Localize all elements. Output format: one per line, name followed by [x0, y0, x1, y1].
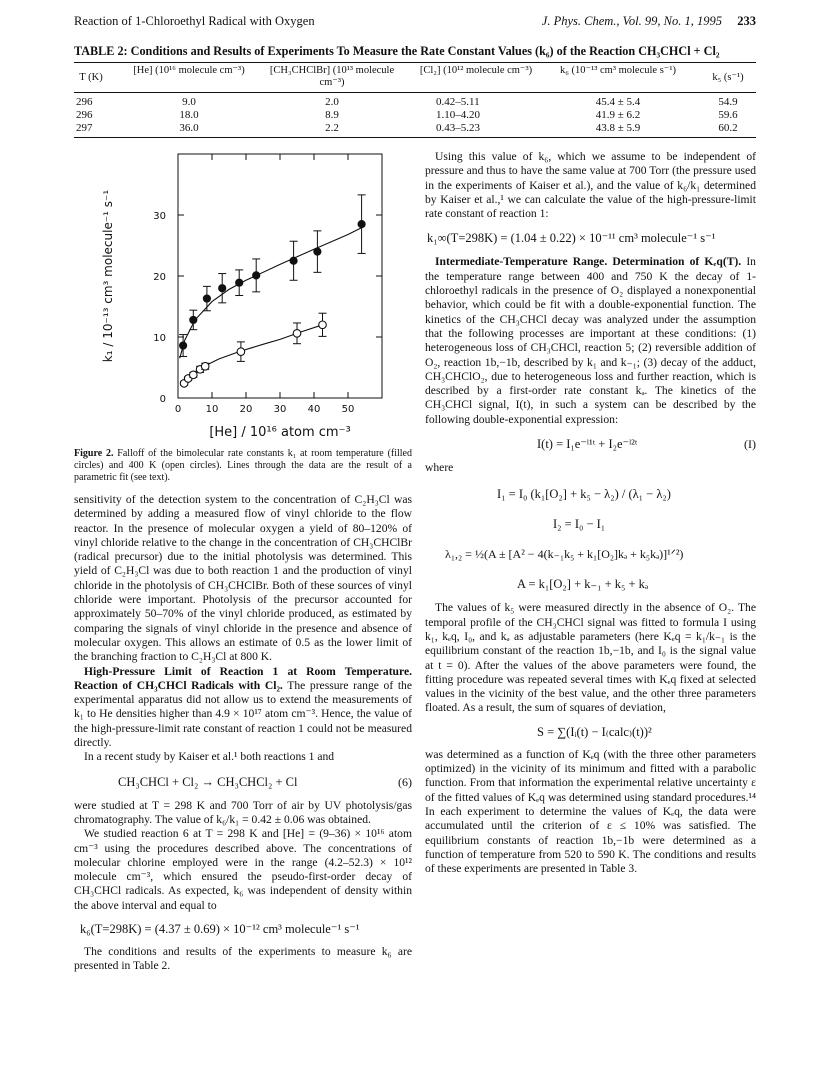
page-number: 233 [737, 14, 756, 28]
table-bottom-rule [74, 137, 756, 138]
data-point-filled [358, 221, 365, 228]
plot-frame [178, 154, 382, 398]
right-paragraph-4: was determined as a function of Kₑq (with the three other parameters optimized) in the vicinity of its minimum and fitted with a parabolic function. From that information the experimental relative uncertainty ε of the fitted values of Kₑq was determined using standard procedures.¹⁴ In each experiment to determine the values of Kₑq, the data were accumulated until the criterion of ε ≤ 10% was satisfied. The equilibrium constants of reaction 1b,−1b were determined as a function of temperature from 520 to 590 K. The conditions and results of these experiments are presented in Table 3. [425, 747, 756, 876]
figure-caption-text: Falloff of the bimolecular rate constants k₁ at room temperature (filled circles) and 400 K (open circles). Lines through the data are the result of a parametric fit (see text). [74, 448, 412, 483]
data-point-open [293, 330, 301, 338]
x-axis-label: [He] / 10¹⁶ atom cm⁻³ [209, 425, 351, 440]
table-cell: 59.6 [718, 109, 738, 121]
equation-I-number: (I) [744, 437, 756, 452]
data-point-open [190, 371, 198, 379]
equation-6: CH₃CHCl + Cl₂ → CH₃CHCl₂ + Cl [118, 774, 298, 789]
left-paragraph-2-body: The pressure range of the experimental apparatus did not allow us to extend the measurements of k₁ to He densities higher than 4.9 × 10¹⁷ atom cm⁻³. Hence, the value of the high-pressure-limit rate constant of reaction 1 could not be measured directly. [74, 678, 412, 750]
where-label: where [425, 461, 454, 475]
table-cell: 2.0 [325, 96, 339, 108]
equation-S: S = ∑(Iᵢ(t) − I₍calc₎(t))² [537, 724, 652, 739]
figure-2-chart [74, 146, 414, 444]
equation-lambda-row [425, 539, 756, 571]
x-tick-label: 50 [341, 404, 355, 415]
equation-k6-row [74, 913, 412, 945]
table-cell: 2.2 [325, 122, 339, 134]
left-paragraph-5: We studied reaction 6 at T = 298 K and [He] = (9–36) × 10¹⁶ atom cm⁻³ using the procedures described above. The concentrations of molecular chlorine employed were in the range (4.2–52.3) × 10¹² molecule cm⁻³, which ensured the pseudo-first-order decay of CH₃CHCl radicals. As expected, k₆ was independent of density within the above interval and equal to [74, 827, 412, 912]
fit-line-series-1 [180, 226, 365, 358]
data-point-filled [219, 285, 226, 292]
left-column [74, 493, 412, 974]
data-point-filled [236, 279, 243, 286]
table-header-precursor: [CH₃CHClBr] (10¹³ molecule cm⁻³) [269, 65, 395, 88]
equation-I-row [425, 427, 756, 461]
table-cell: 60.2 [718, 122, 738, 134]
right-paragraph-2-body: In the temperature range between 400 and 750 K the decay of 1-chloroethyl radicals in the presence of O₂ displayed a nonexponential behavior, which could be fit with a double-exponential function. The kinetics of the CH₃CHCl decay was analyzed under the assumption that the following processes are important at these conditions: (1) heterogeneous loss of CH₃CHCl, reaction 5; (2) reversible addition of O₂, reaction 1b,−1b, described by k₁ and k₋₁; (3) decay of the adduct, CH₃CHClO₂, due to heterogeneous loss and further reaction, which is described by a first-order rate constant kₔ. The kinetics of the CH₃CHCl signal, I(t), in such a system can be described by the following double-exponential expression: [425, 255, 756, 426]
table-header-k5: k₅ (s⁻¹) [712, 72, 744, 83]
x-tick-label: 30 [273, 404, 287, 415]
y-tick-label: 10 [153, 333, 166, 344]
data-point-open [201, 362, 209, 370]
equation-lambda: λ₁,₂ = ½(A ± [A² − 4(k₋₁k₅ + k₁[O₂]kₔ + k₅kₔ)]¹ᐟ²) [445, 547, 684, 562]
table-cell: 1.10–4.20 [436, 109, 480, 121]
figure-caption-label: Figure 2. [74, 448, 114, 459]
equation-kinf-row [425, 221, 756, 255]
data-point-filled [190, 316, 197, 323]
left-paragraph-2 [74, 665, 412, 751]
fit-line-series-2 [181, 325, 322, 386]
y-tick-label: 0 [159, 394, 166, 405]
data-point-filled [180, 342, 187, 349]
table-header-cl2: [Cl₂] (10¹² molecule cm⁻³) [419, 65, 533, 76]
y-axis-label: k₁ / 10⁻¹³ cm³ molecule⁻¹ s⁻¹ [101, 189, 115, 363]
table-header-k6: k₆ (10⁻¹³ cm³ molecule s⁻¹) [560, 65, 676, 76]
figure-caption [74, 448, 412, 484]
left-paragraph-6: The conditions and results of the experiments to measure k₆ are presented in Table 2. [74, 945, 412, 973]
left-paragraph-1: sensitivity of the detection system to the concentration of C₂H₃Cl was determined by adding a measured flow of vinyl chloride to the flow reactor. In the presence of molecular oxygen a yield of 80–120% of vinyl chloride relative to the change in the concentration of CH₃CHClBr (radical precursor) due to the initial photolysis was determined. This yield of C₂H₃Cl was due to both reaction 1 and the production of vinyl chloride in the photolysis of CH₃CHClBr. Both of these sources of vinyl chloride were important. Photolysis of the precursor accounted for approximately 50–70% of the vinyl chloride produced, as estimated by comparing the signals of vinyl chloride in the presence and absence of molecular oxygen. This allows an estimate of 0.5 as the lower limit of the branching fraction to C₂H₃Cl at 800 K. [74, 493, 412, 664]
table-cell: 297 [76, 122, 93, 134]
equation-6-row [74, 765, 412, 799]
table-top-rule [74, 62, 756, 63]
table-header-he: [He] (10¹⁶ molecule cm⁻³) [133, 65, 245, 76]
running-title: Reaction of 1-Chloroethyl Radical with Oxygen [74, 14, 315, 28]
equation-I: I(t) = I₁e⁻ˡ¹ᵗ + I₂e⁻ˡ²ᵗ [537, 437, 638, 452]
x-tick-label: 0 [174, 404, 182, 415]
equation-A: A = k₁[O₂] + k₋₁ + k₅ + kₔ [517, 577, 649, 592]
table-cell: 18.0 [179, 109, 199, 121]
y-tick-label: 20 [153, 272, 166, 283]
left-paragraph-3: In a recent study by Kaiser et al.¹ both reactions 1 and [84, 750, 335, 764]
table-title: TABLE 2: Conditions and Results of Experiments To Measure the Rate Constant Values (k₆) of the Reaction CH₃CHCl + Cl₂ [74, 44, 720, 58]
table-header-rule [74, 92, 756, 93]
table-cell: 0.42–5.11 [436, 96, 480, 108]
right-section-heading: Intermediate-Temperature Range. Determination of Kₑq(T). [435, 255, 742, 269]
right-paragraph-2 [425, 255, 756, 427]
equation-A-row [425, 571, 756, 601]
y-tick-label: 30 [153, 211, 166, 222]
data-point-filled [253, 272, 260, 279]
data-point-filled [314, 248, 321, 255]
equation-I2: I₂ = I₀ − I₁ [553, 517, 606, 532]
table-header-t: T (K) [79, 72, 103, 83]
equation-6-number: (6) [398, 774, 412, 789]
table-cell: 36.0 [179, 122, 199, 134]
table-cell: 8.9 [325, 109, 339, 121]
table-cell: 296 [76, 109, 93, 121]
equation-S-row [425, 716, 756, 748]
table-cell: 54.9 [718, 96, 738, 108]
equation-I2-row [425, 511, 756, 539]
data-point-filled [203, 295, 210, 302]
right-paragraph-1: Using this value of k₆, which we assume to be independent of pressure and thus to have the same value at 700 Torr (the pressure used in the experiments of Kaiser et al.), and the value of k₆/k₁ determined by Kaiser et al.,¹ we can calculate the value of the high-pressure-limit rate constant of reaction 1: [425, 150, 756, 221]
left-section-heading: High-Pressure Limit of Reaction 1 at Room Temperature. Reaction of CH₃CHCl Radicals with Cl₂. [74, 664, 412, 692]
data-point-open [237, 348, 245, 356]
equation-k6: k₆(T=298K) = (4.37 ± 0.69) × 10⁻¹² cm³ molecule⁻¹ s⁻¹ [80, 922, 360, 937]
table-cell: 41.9 ± 6.2 [595, 109, 641, 121]
table-cell: 43.8 ± 5.9 [595, 122, 641, 134]
data-point-filled [290, 257, 297, 264]
right-paragraph-3: The values of k₅ were measured directly in the absence of O₂. The temporal profile of the CH₃CHCl signal was fitted to formula I using k₁, kₑq, I₀, and kₔ as adjustable parameters (here Kₑq = k₁/k₋₁ is the equilibrium constant of the reaction 1b,−1b, and I₀ is the signal value at t = 0). After the values of the above parameters were found, the fitting procedure was repeated several times with Kₑq fixed at selected values in the vicinity of the best value, and the other three parameters floated. As a result, the sum of squares of deviation, [425, 601, 756, 715]
right-column [425, 150, 756, 876]
table-cell: 296 [76, 96, 93, 108]
equation-I1-row [425, 475, 756, 511]
table-cell: 0.43–5.23 [436, 122, 480, 134]
x-tick-label: 40 [307, 404, 321, 415]
journal-citation: J. Phys. Chem., Vol. 99, No. 1, 1995 [541, 14, 722, 28]
x-tick-label: 20 [239, 404, 253, 415]
left-paragraph-4: were studied at T = 298 K and 700 Torr of air by UV photolysis/gas chromatography. The value of k₆/k₁ = 0.42 ± 0.06 was obtained. [74, 798, 412, 826]
table-cell: 9.0 [182, 96, 196, 108]
equation-kinf: k₁∞(T=298K) = (1.04 ± 0.22) × 10⁻¹¹ cm³ molecule⁻¹ s⁻¹ [427, 231, 716, 246]
data-point-open [319, 321, 327, 329]
table-cell: 45.4 ± 5.4 [595, 96, 641, 108]
x-tick-label: 10 [205, 404, 219, 415]
equation-I1: I₁ = I₀ (k₁[O₂] + k₅ − λ₂) / (λ₁ − λ₂) [497, 487, 671, 502]
